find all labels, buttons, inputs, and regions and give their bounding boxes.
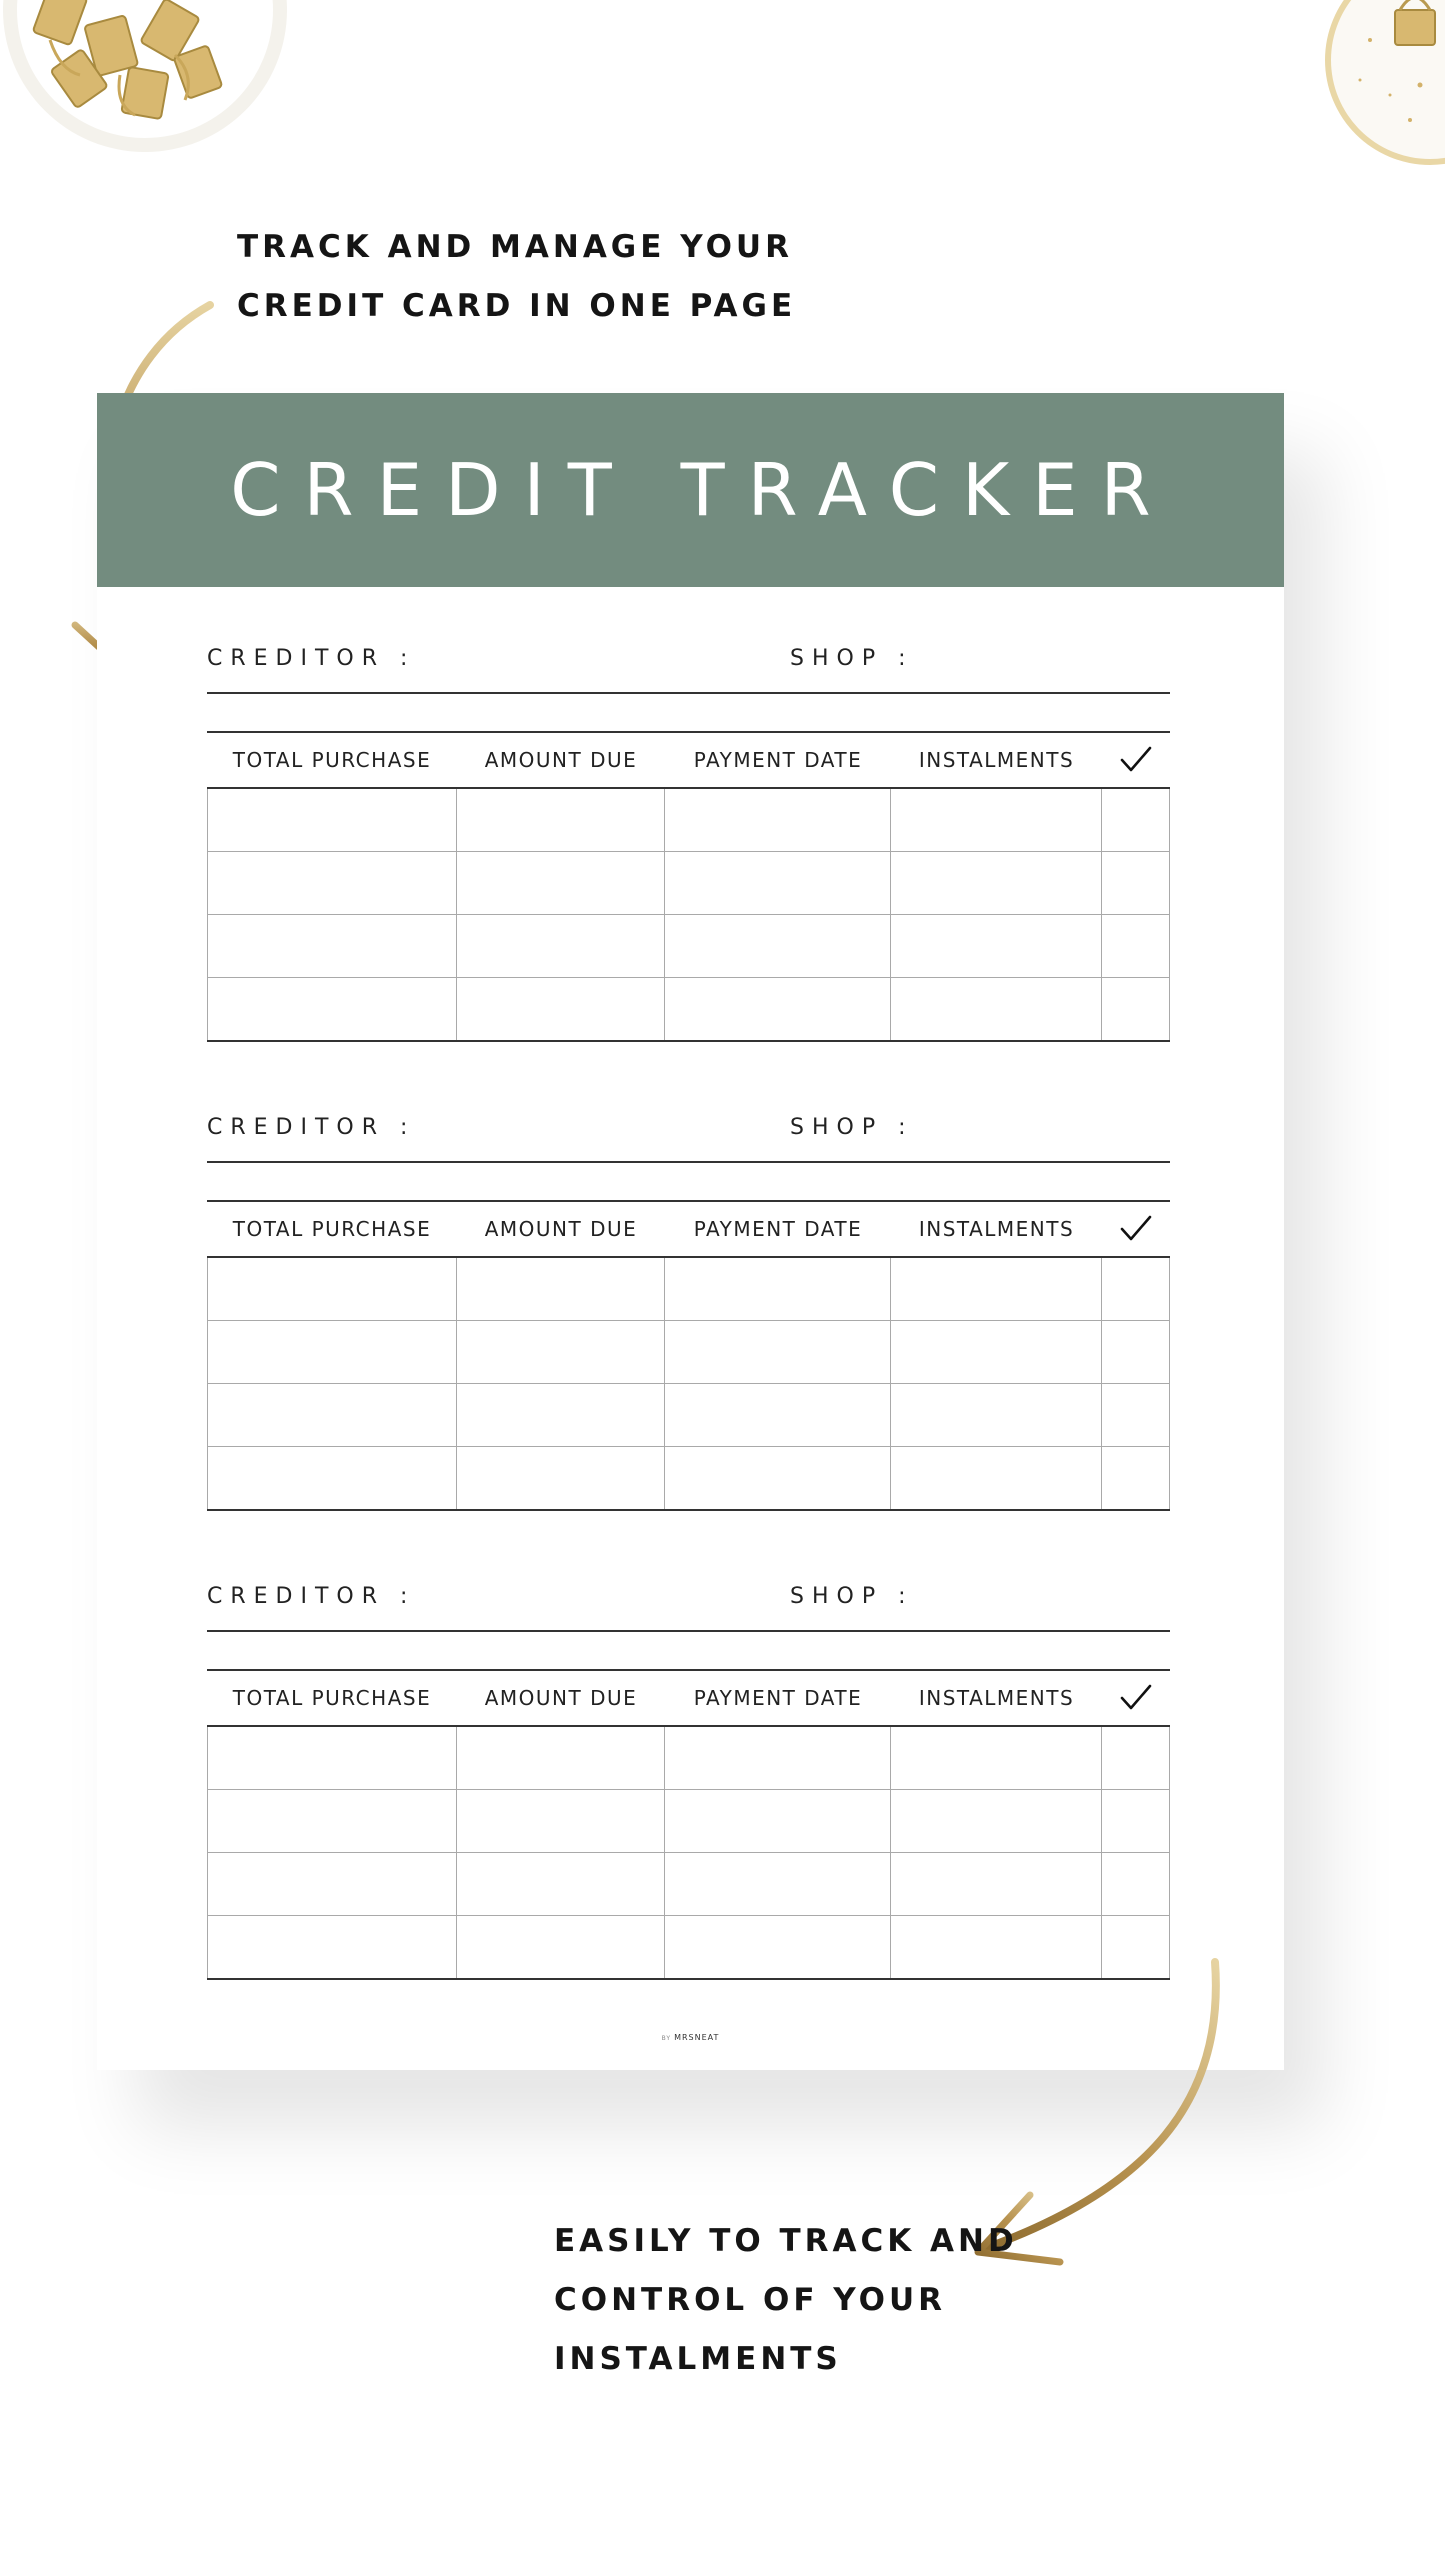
cell-amount-due[interactable]	[457, 1853, 665, 1915]
cell-amount-due[interactable]	[457, 1321, 665, 1383]
creditor-label: CREDITOR :	[207, 1584, 416, 1609]
cell-payment-date[interactable]	[665, 1790, 891, 1852]
credit-block	[207, 632, 1170, 772]
cell-total-purchase[interactable]	[207, 978, 457, 1040]
creditor-label: CREDITOR :	[207, 1115, 416, 1140]
creditor-shop-line	[207, 632, 1170, 694]
paper-clip-bowl-image	[0, 0, 290, 160]
cell-instalments[interactable]	[891, 915, 1102, 977]
brand-name: MRSNEAT	[674, 2033, 720, 2042]
title-banner	[97, 393, 1284, 587]
checkmark-icon	[1119, 1214, 1153, 1244]
shop-label: SHOP :	[790, 1115, 914, 1140]
cell-total-purchase[interactable]	[207, 1727, 457, 1789]
col-instalments: INSTALMENTS	[918, 1686, 1075, 1710]
intro-caption	[237, 218, 796, 336]
cell-payment-date[interactable]	[665, 1321, 891, 1383]
cell-amount-due[interactable]	[457, 1790, 665, 1852]
table-row	[207, 1320, 1170, 1383]
cell-total-purchase[interactable]	[207, 1321, 457, 1383]
col-payment-date: PAYMENT DATE	[693, 1686, 863, 1710]
cell-total-purchase[interactable]	[207, 915, 457, 977]
cell-check[interactable]	[1102, 978, 1170, 1040]
sheet-title: CREDIT TRACKER	[230, 448, 1174, 532]
col-total-purchase: TOTAL PURCHASE	[232, 748, 432, 772]
cell-payment-date[interactable]	[665, 978, 891, 1040]
cell-amount-due[interactable]	[457, 915, 665, 977]
cell-check[interactable]	[1102, 789, 1170, 851]
cell-instalments[interactable]	[891, 1384, 1102, 1446]
cell-instalments[interactable]	[891, 1258, 1102, 1320]
cell-total-purchase[interactable]	[207, 1916, 457, 1978]
outro-caption-line: CONTROL OF YOUR	[554, 2282, 947, 2318]
cell-instalments[interactable]	[891, 789, 1102, 851]
cell-instalments[interactable]	[891, 1853, 1102, 1915]
creditor-shop-line	[207, 1570, 1170, 1632]
shop-label: SHOP :	[790, 646, 914, 671]
outro-caption-line: INSTALMENTS	[554, 2341, 842, 2377]
col-instalments: INSTALMENTS	[918, 748, 1075, 772]
cell-check[interactable]	[1102, 1790, 1170, 1852]
cell-total-purchase[interactable]	[207, 1790, 457, 1852]
cell-payment-date[interactable]	[665, 1727, 891, 1789]
cell-total-purchase[interactable]	[207, 852, 457, 914]
col-amount-due: AMOUNT DUE	[484, 1686, 638, 1710]
cell-amount-due[interactable]	[457, 1727, 665, 1789]
table-header	[207, 1671, 1170, 1727]
cell-check[interactable]	[1102, 1447, 1170, 1509]
table-row	[207, 914, 1170, 977]
cell-check[interactable]	[1102, 1321, 1170, 1383]
cell-amount-due[interactable]	[457, 1916, 665, 1978]
cell-check[interactable]	[1102, 1727, 1170, 1789]
cell-total-purchase[interactable]	[207, 789, 457, 851]
cell-total-purchase[interactable]	[207, 1258, 457, 1320]
instalment-table	[207, 1200, 1170, 1511]
cell-payment-date[interactable]	[665, 915, 891, 977]
cell-instalments[interactable]	[891, 852, 1102, 914]
cell-check[interactable]	[1102, 852, 1170, 914]
col-payment-date: PAYMENT DATE	[693, 1217, 863, 1241]
brand-prefix: BY	[661, 2035, 672, 2042]
intro-caption-line: CREDIT CARD IN ONE PAGE	[237, 288, 797, 324]
credit-tracker-sheet	[97, 393, 1284, 2070]
cell-payment-date[interactable]	[665, 789, 891, 851]
outro-caption	[554, 2212, 1018, 2389]
col-total-purchase: TOTAL PURCHASE	[232, 1217, 432, 1241]
cell-payment-date[interactable]	[665, 1447, 891, 1509]
cell-instalments[interactable]	[891, 1321, 1102, 1383]
cell-instalments[interactable]	[891, 1447, 1102, 1509]
cell-amount-due[interactable]	[457, 789, 665, 851]
intro-caption-line: TRACK AND MANAGE YOUR	[237, 229, 793, 265]
cell-check[interactable]	[1102, 915, 1170, 977]
table-body	[207, 1258, 1170, 1509]
creditor-label: CREDITOR :	[207, 646, 416, 671]
binder-clip-dish-image	[1300, 0, 1445, 170]
col-total-purchase: TOTAL PURCHASE	[232, 1686, 432, 1710]
cell-total-purchase[interactable]	[207, 1447, 457, 1509]
col-amount-due: AMOUNT DUE	[484, 748, 638, 772]
table-row	[207, 1446, 1170, 1509]
cell-total-purchase[interactable]	[207, 1853, 457, 1915]
cell-total-purchase[interactable]	[207, 1384, 457, 1446]
table-row	[207, 851, 1170, 914]
cell-check[interactable]	[1102, 1258, 1170, 1320]
cell-payment-date[interactable]	[665, 1258, 891, 1320]
cell-instalments[interactable]	[891, 1790, 1102, 1852]
table-body	[207, 789, 1170, 1040]
col-payment-date: PAYMENT DATE	[693, 748, 863, 772]
col-amount-due: AMOUNT DUE	[484, 1217, 638, 1241]
cell-instalments[interactable]	[891, 978, 1102, 1040]
shop-label: SHOP :	[790, 1584, 914, 1609]
cell-amount-due[interactable]	[457, 978, 665, 1040]
col-instalments: INSTALMENTS	[918, 1217, 1075, 1241]
cell-payment-date[interactable]	[665, 1916, 891, 1978]
cell-amount-due[interactable]	[457, 1258, 665, 1320]
table-row	[207, 977, 1170, 1040]
table-body	[207, 1727, 1170, 1978]
col-check	[1102, 733, 1170, 787]
table-row	[207, 1383, 1170, 1446]
table-row	[207, 1789, 1170, 1852]
table-row	[207, 789, 1170, 851]
cell-payment-date[interactable]	[665, 852, 891, 914]
table-header	[207, 1202, 1170, 1258]
cell-check[interactable]	[1102, 1853, 1170, 1915]
col-check	[1102, 1202, 1170, 1256]
credit-block	[207, 1570, 1170, 1710]
cell-payment-date[interactable]	[665, 1384, 891, 1446]
cell-amount-due[interactable]	[457, 1447, 665, 1509]
checkmark-icon	[1119, 1683, 1153, 1713]
cell-amount-due[interactable]	[457, 1384, 665, 1446]
cell-payment-date[interactable]	[665, 1853, 891, 1915]
table-row	[207, 1258, 1170, 1320]
outro-caption-line: EASILY TO TRACK AND	[554, 2223, 1018, 2259]
instalment-table	[207, 1669, 1170, 1980]
table-row	[207, 1852, 1170, 1915]
table-header	[207, 733, 1170, 789]
credit-block	[207, 1101, 1170, 1241]
checkmark-icon	[1119, 745, 1153, 775]
cell-check[interactable]	[1102, 1384, 1170, 1446]
col-check	[1102, 1671, 1170, 1725]
table-row	[207, 1727, 1170, 1789]
instalment-table	[207, 731, 1170, 1042]
cell-instalments[interactable]	[891, 1727, 1102, 1789]
creditor-shop-line	[207, 1101, 1170, 1163]
cell-amount-due[interactable]	[457, 852, 665, 914]
